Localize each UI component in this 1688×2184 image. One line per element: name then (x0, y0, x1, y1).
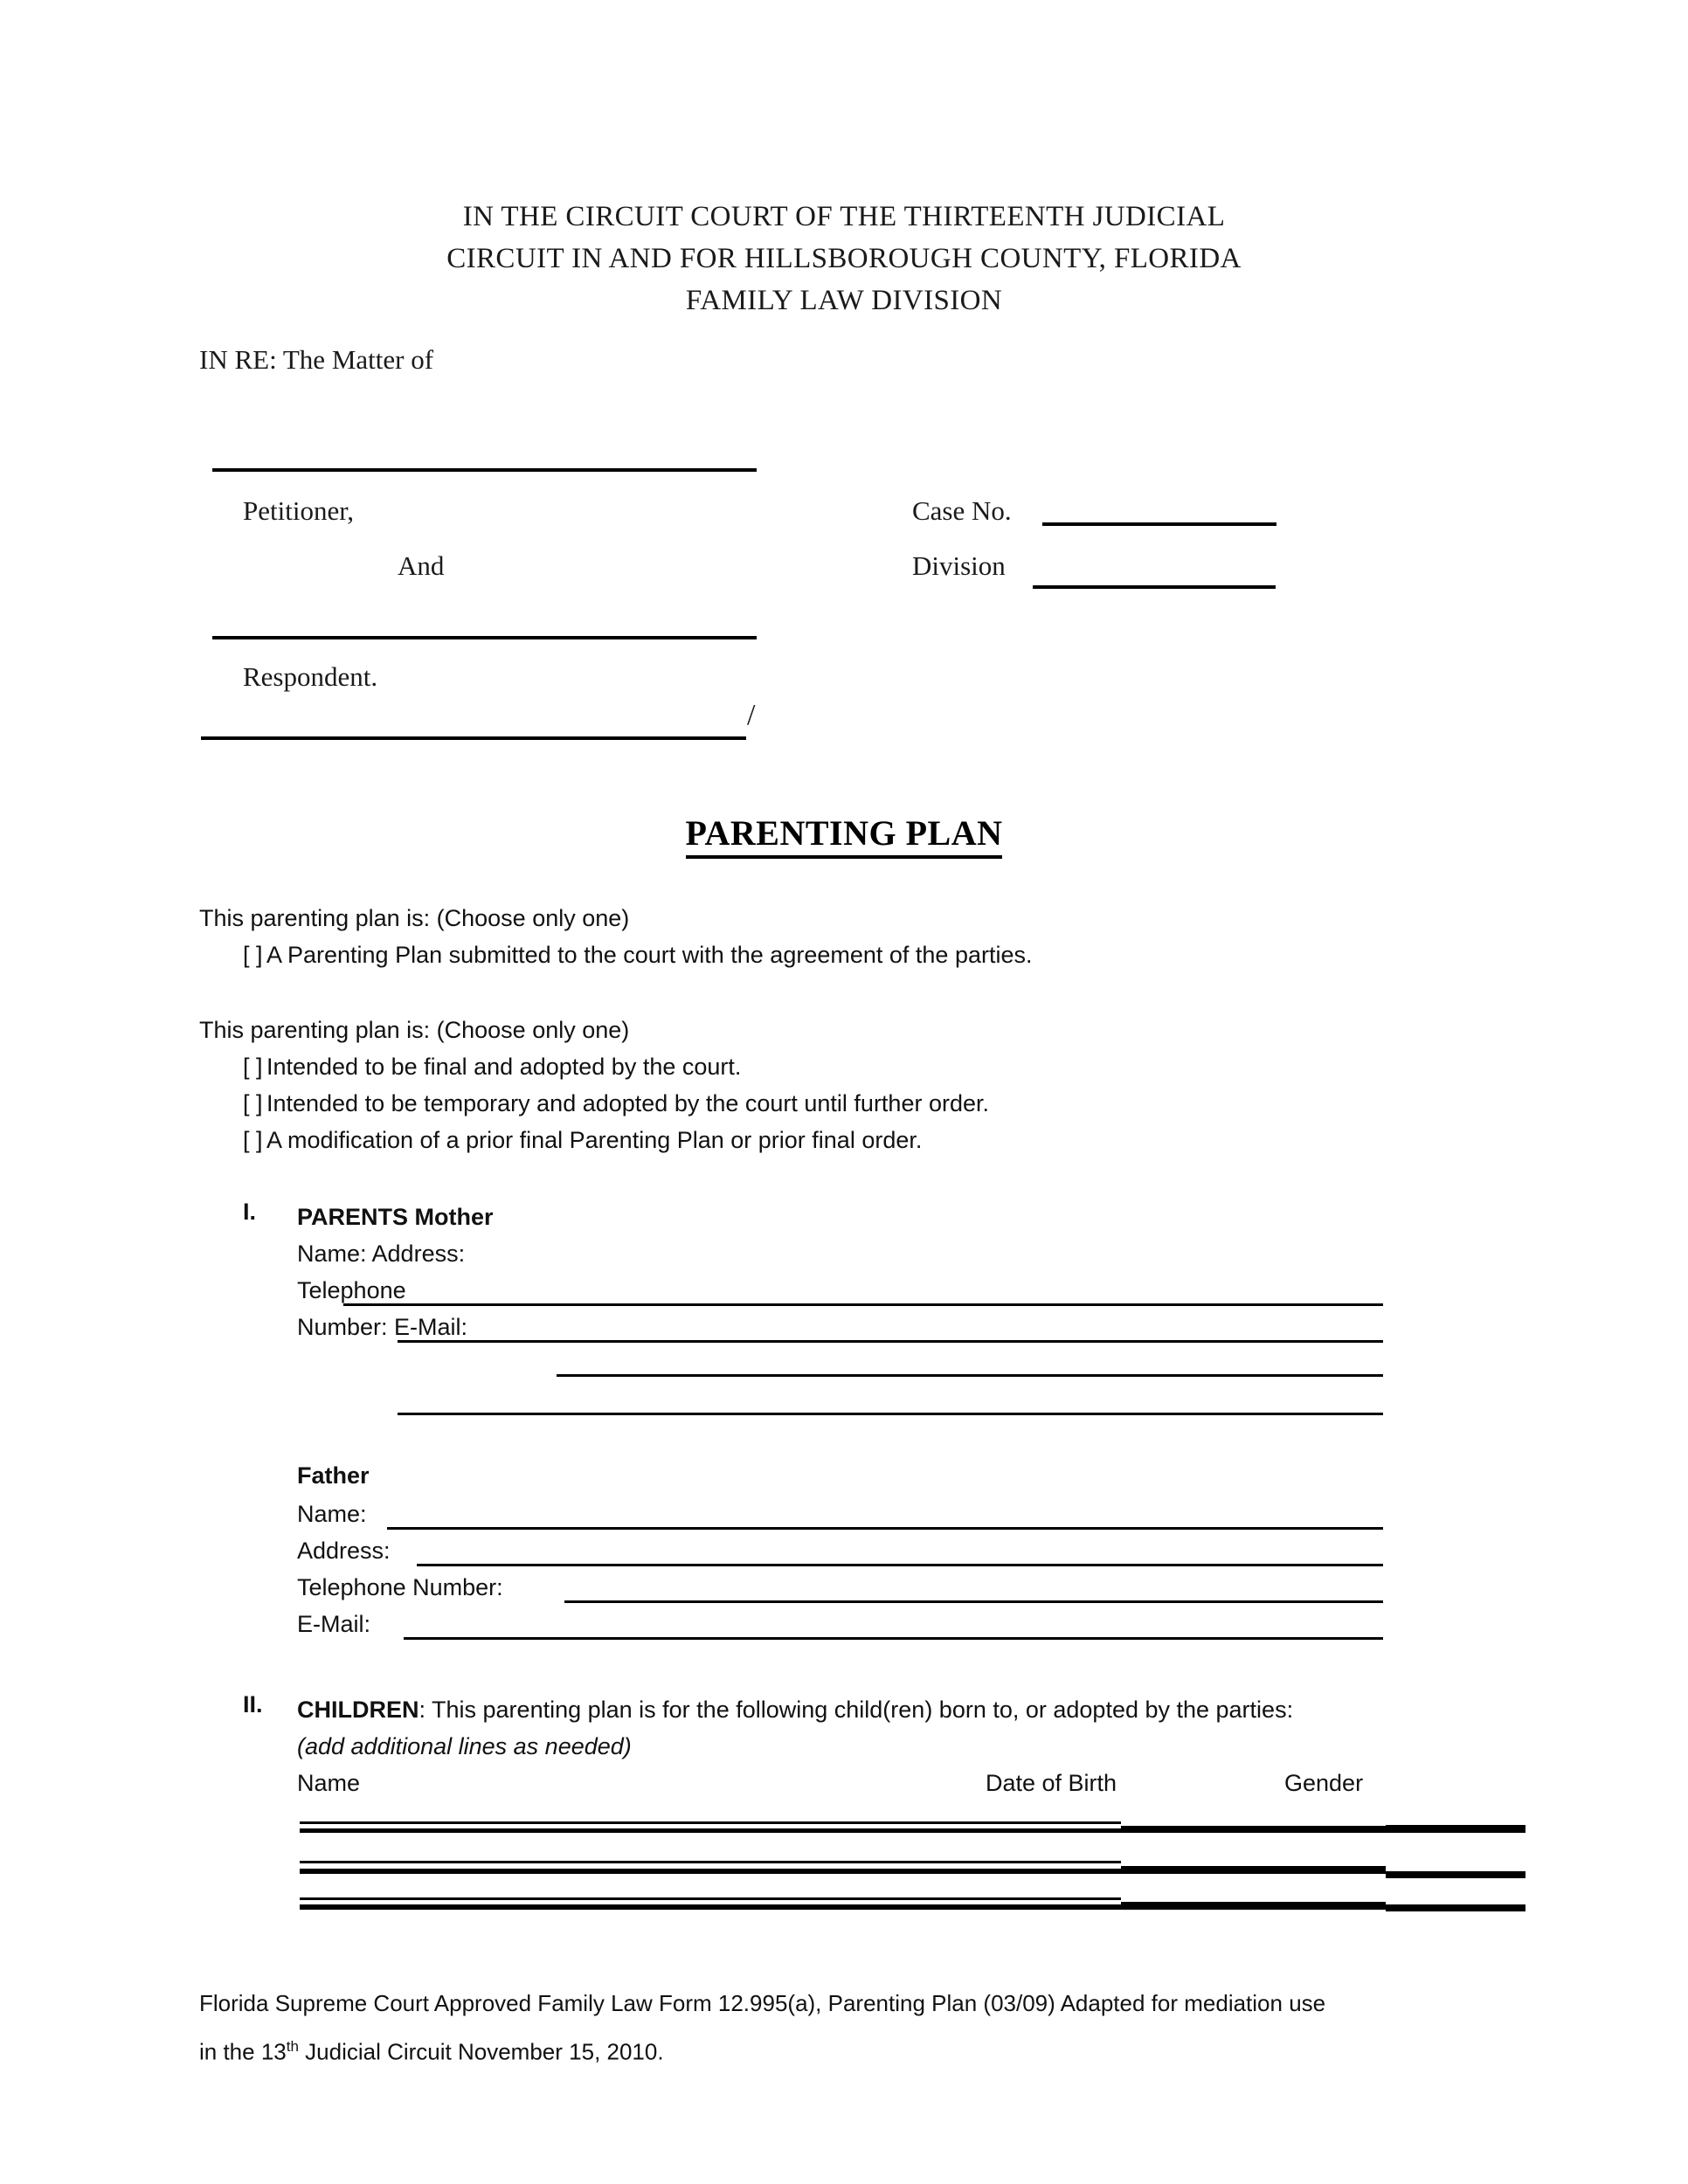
father-email-label: E-Mail: (297, 1611, 371, 1637)
father-name-label: Name: (297, 1501, 367, 1527)
petitioner-label: Petitioner, (243, 495, 355, 526)
children-column-header-gender: Gender (1284, 1770, 1364, 1796)
children-row-3-name-rule-bot (300, 1904, 1121, 1910)
case-no-input-rule[interactable] (1042, 522, 1276, 526)
children-row-1-dob-rule-bot (1121, 1828, 1386, 1833)
choice-option-2-3[interactable] (243, 1122, 922, 1158)
father-address-input-rule[interactable] (417, 1564, 1383, 1566)
court-heading (0, 196, 1688, 321)
mother-email-input-rule[interactable] (398, 1340, 1383, 1343)
form-footer-ordinal-suffix: th (286, 2038, 299, 2055)
choice-option-2-2-label: Intended to be temporary and adopted by the court until further order. (266, 1090, 990, 1116)
children-row-1-name-rule-bot (300, 1828, 1121, 1833)
choice-option-2-1[interactable] (243, 1048, 741, 1085)
section-parents-numeral: I. (243, 1199, 257, 1225)
father-email-input-rule[interactable] (404, 1637, 1383, 1640)
court-heading-line-1: IN THE CIRCUIT COURT OF THE THIRTEENTH JUDICIAL (462, 201, 1226, 232)
section-parents-heading: PARENTS Mother (297, 1204, 494, 1230)
in-re-label: IN RE: The Matter of (199, 344, 434, 375)
checkbox-1-1[interactable]: [ ] (243, 942, 263, 968)
form-footer-line-2-pre: in the 13 (199, 2038, 287, 2065)
case-no-label: Case No. (912, 495, 1012, 526)
section-children-note: (add additional lines as needed) (297, 1733, 632, 1759)
choice-option-2-2[interactable] (243, 1085, 989, 1122)
section-children-numeral: II. (243, 1691, 263, 1717)
division-input-rule[interactable] (1033, 585, 1276, 589)
checkbox-2-2[interactable]: [ ] (243, 1090, 263, 1116)
mother-telephone-label: Telephone (297, 1277, 406, 1303)
respondent-label: Respondent. (243, 661, 378, 692)
children-row-3-name-rule-top (300, 1897, 1121, 1900)
choice-option-1-1[interactable] (243, 936, 1032, 973)
children-column-header-dob: Date of Birth (986, 1770, 1117, 1796)
father-address-label: Address: (297, 1538, 391, 1564)
section-children-heading (297, 1691, 1293, 1728)
page-title-text: PARENTING PLAN (686, 813, 1003, 859)
children-row-1-name-rule-top (300, 1821, 1121, 1824)
form-footer (199, 1981, 1325, 2074)
children-row-2-dob-rule-bot (1121, 1870, 1386, 1874)
choice-block-2-prompt: This parenting plan is: (Choose only one) (199, 1017, 630, 1043)
children-row-2-gender-rule-bot (1386, 1875, 1525, 1878)
children-column-header-name: Name (297, 1770, 361, 1796)
and-label: And (398, 550, 445, 581)
form-footer-line-2-post: Judicial Circuit November 15, 2010. (298, 2038, 664, 2065)
children-row-2-name-rule-bot (300, 1869, 1121, 1874)
children-row-3-gender-rule-bot (1386, 1908, 1525, 1911)
choice-option-2-1-label: Intended to be final and adopted by the court. (266, 1054, 742, 1080)
section-children-heading-rest: : This parenting plan is for the following child(ren) born to, or adopted by the parties: (419, 1697, 1294, 1723)
mother-name-address-label: Name: Address: (297, 1241, 466, 1267)
children-row-2-name-rule-top (300, 1861, 1121, 1863)
form-footer-line-2 (199, 2025, 1325, 2074)
mother-extra-input-rule-1[interactable] (557, 1374, 1383, 1377)
caption-closing-rule (201, 736, 746, 740)
choice-block-1-prompt: This parenting plan is: (Choose only one) (199, 905, 630, 931)
choice-option-2-3-label: A modification of a prior final Parenting Plan or prior final order. (266, 1127, 923, 1153)
father-name-input-rule[interactable] (387, 1527, 1383, 1530)
children-row-3-dob-rule-bot (1121, 1905, 1386, 1910)
form-footer-line-1: Florida Supreme Court Approved Family Law Form 12.995(a), Parenting Plan (03/09) Adapted for mediation use (199, 1990, 1326, 2016)
mother-number-email-label: Number: E-Mail: (297, 1314, 468, 1340)
section-children-heading-bold: CHILDREN (297, 1697, 419, 1723)
court-heading-line-2: CIRCUIT IN AND FOR HILLSBOROUGH COUNTY, FLORIDA (446, 243, 1242, 274)
division-label: Division (912, 550, 1006, 581)
checkbox-2-3[interactable]: [ ] (243, 1127, 263, 1153)
respondent-signature-rule[interactable] (212, 636, 757, 639)
checkbox-2-1[interactable]: [ ] (243, 1054, 263, 1080)
choice-option-1-1-label: A Parenting Plan submitted to the court with the agreement of the parties. (266, 942, 1033, 968)
mother-extra-input-rule-2[interactable] (398, 1413, 1383, 1415)
page-title (0, 812, 1688, 854)
petitioner-signature-rule[interactable] (212, 468, 757, 472)
father-telephone-label: Telephone Number: (297, 1574, 503, 1600)
father-telephone-input-rule[interactable] (564, 1600, 1383, 1603)
caption-slash: / (747, 699, 756, 731)
children-row-1-gender-rule-bot (1386, 1828, 1525, 1833)
father-heading: Father (297, 1462, 370, 1489)
court-heading-line-3: FAMILY LAW DIVISION (685, 285, 1003, 316)
mother-telephone-input-rule[interactable] (343, 1303, 1383, 1306)
